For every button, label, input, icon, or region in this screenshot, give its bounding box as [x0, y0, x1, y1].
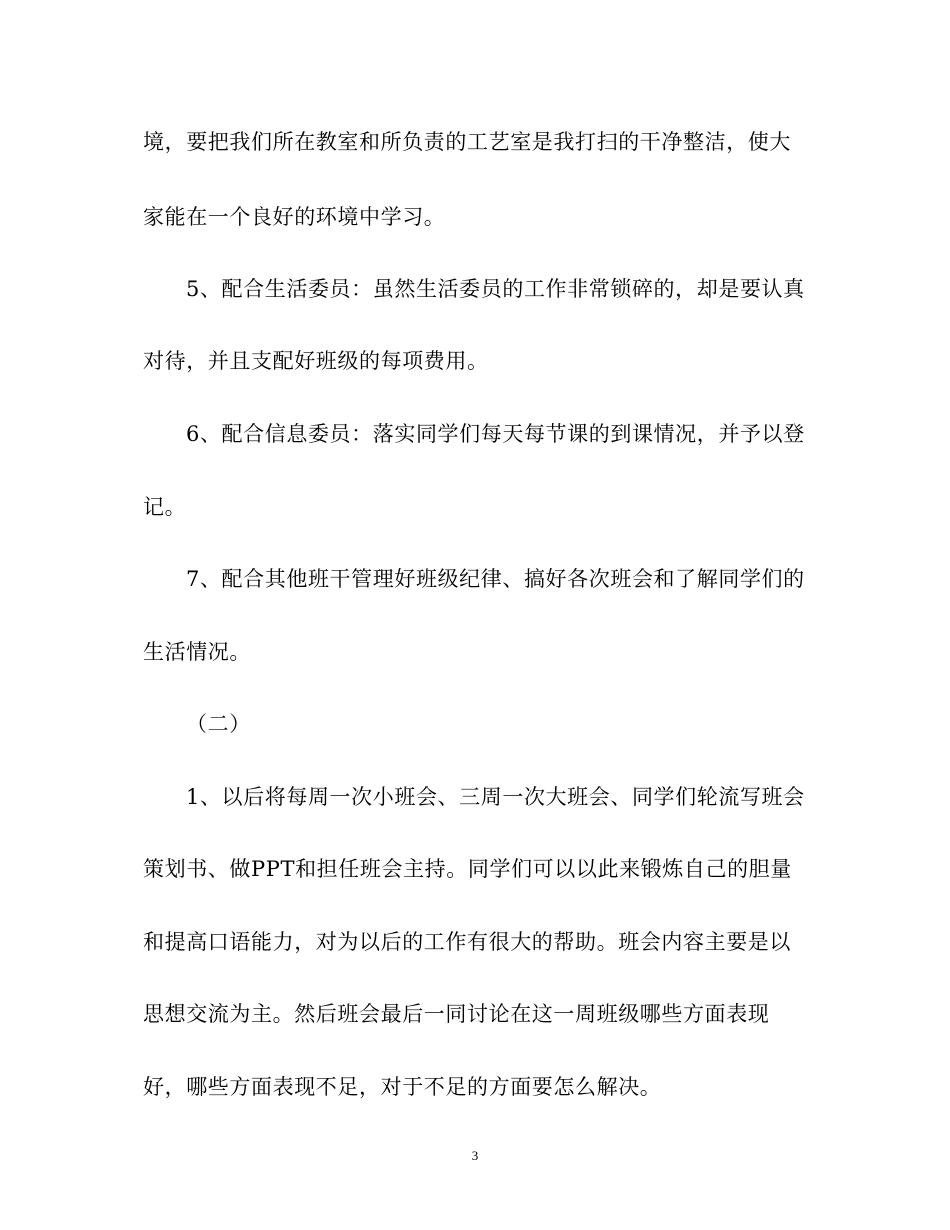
paragraph-line: 6、配合信息委员：落实同学们每天每节课的到课情况，并予以登 [186, 422, 805, 446]
section-heading: （二） [186, 712, 251, 736]
paragraph-line: 1、以后将每周一次小班会、三周一次大班会、同学们轮流写班会 [186, 785, 805, 809]
paragraph-line: 境，要把我们所在教室和所负责的工艺室是我打扫的干净整洁，使大 [143, 130, 791, 154]
paragraph-line: 好，哪些方面表现不足，对于不足的方面要怎么解决。 [143, 1075, 662, 1099]
paragraph-line: 对待，并且支配好班级的每项费用。 [143, 349, 489, 373]
paragraph-line: 和提高口语能力，对为以后的工作有很大的帮助。班会内容主要是以 [143, 930, 791, 954]
paragraph-line: 记。 [143, 495, 187, 519]
page-number: 3 [471, 1148, 479, 1163]
paragraph-line: 生活情况。 [143, 640, 251, 664]
paragraph-line: 家能在一个良好的环境中学习。 [143, 205, 446, 229]
paragraph-line: 5、配合生活委员：虽然生活委员的工作非常锁碎的，却是要认真 [186, 277, 805, 301]
paragraph-line: 7、配合其他班干管理好班级纪律、搞好各次班会和了解同学们的 [186, 567, 805, 591]
paragraph-line: 思想交流为主。然后班会最后一同讨论在这一周班级哪些方面表现 [143, 1002, 770, 1026]
paragraph-line: 策划书、做PPT和担任班会主持。同学们可以以此来锻炼自己的胆量 [143, 857, 792, 881]
